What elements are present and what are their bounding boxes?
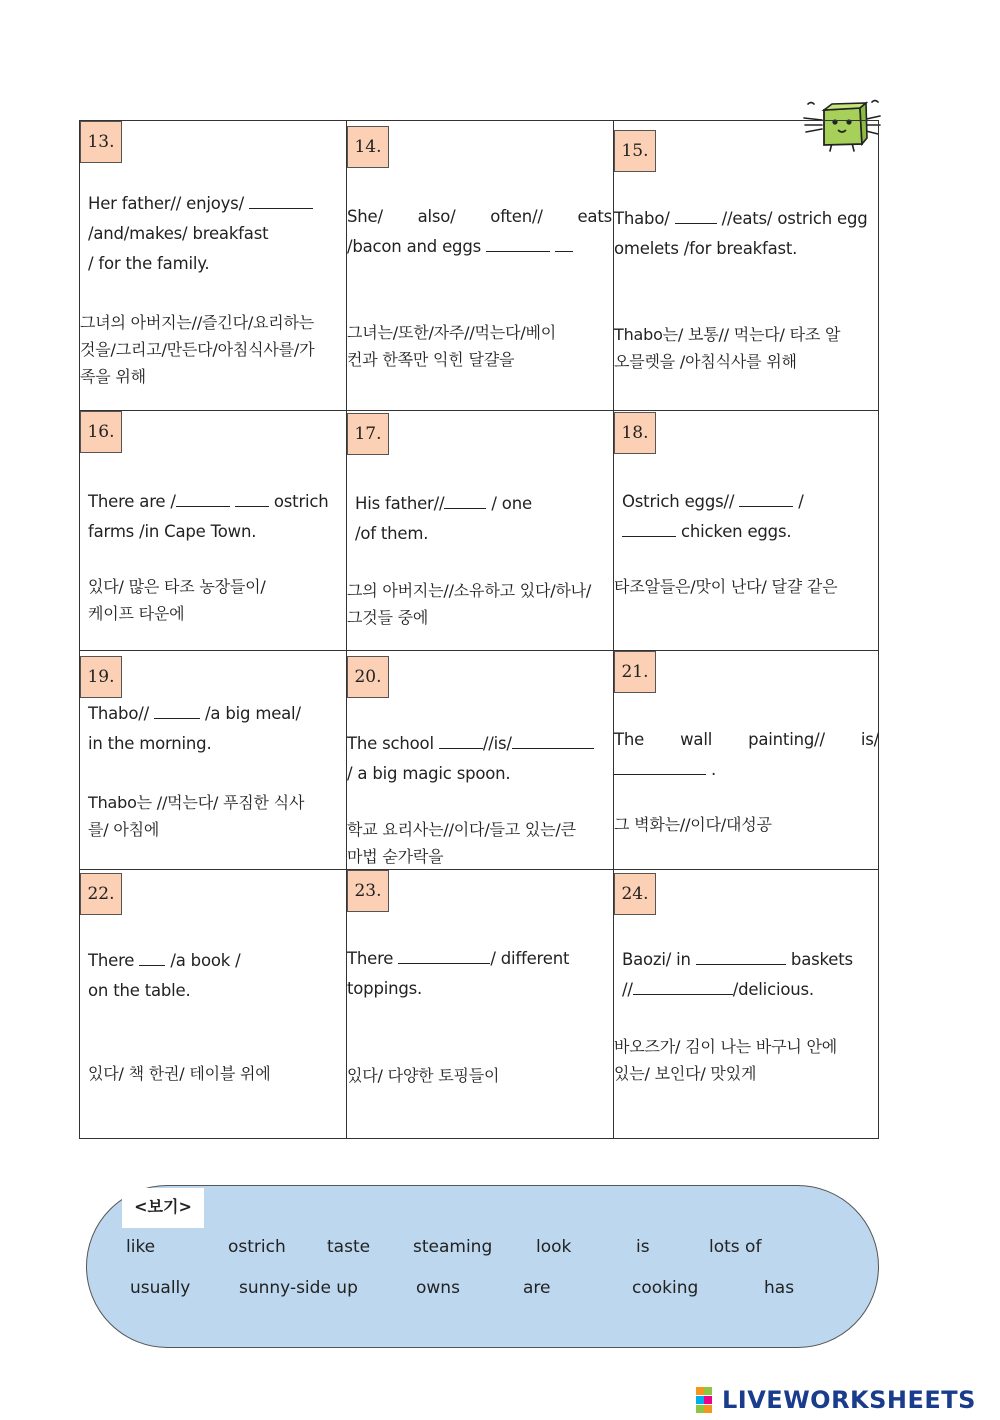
english-sentence: [347, 202, 612, 262]
question-number: 19.: [80, 656, 122, 698]
korean-translation: [347, 1062, 499, 1089]
english-sentence: [88, 189, 338, 279]
answer-blank[interactable]: [739, 492, 793, 507]
answer-blank[interactable]: [512, 734, 594, 749]
answer-blank[interactable]: [614, 760, 706, 775]
question-number: 13.: [80, 121, 122, 163]
exercise-cell: [80, 121, 346, 410]
english-sentence: [347, 729, 603, 789]
translation-line: 것을/그리고/만든다/아침식사를/가: [80, 340, 315, 359]
translation-line: 를/ 아침에: [88, 820, 160, 839]
word-option: are: [523, 1278, 551, 1298]
answer-blank[interactable]: [439, 734, 483, 749]
sentence-line: chicken eggs.: [622, 517, 832, 547]
sentence-line: on the table.: [88, 981, 191, 1000]
sentence-line: His father// / one: [355, 494, 532, 513]
english-sentence: [88, 946, 263, 1006]
word-option: has: [764, 1278, 795, 1298]
question-number: 24.: [614, 873, 656, 915]
translation-line: Thabo는/ 보통// 먹는다/ 타조 알: [614, 325, 841, 344]
translation-line: 오믈렛을 /아침식사를 위해: [614, 352, 797, 371]
sentence-line: Baozi/ in baskets: [622, 950, 853, 969]
live-logo-icon: [696, 1387, 720, 1413]
word-option: usually: [130, 1278, 191, 1298]
footer-brand-text: LIVEWORKSHEETS: [722, 1386, 976, 1414]
answer-blank[interactable]: [486, 237, 550, 252]
translation-line: 있는/ 보인다/ 맛있게: [614, 1064, 757, 1083]
sentence-line: / for the family.: [88, 254, 210, 273]
exercise-cell: [80, 651, 346, 869]
korean-translation: [614, 573, 837, 600]
translation-line: 그녀의 아버지는//즐긴다/요리하는: [80, 313, 315, 332]
sentence-line: // /delicious.: [622, 980, 814, 999]
word-option: is: [636, 1237, 650, 1257]
question-number: 20.: [347, 656, 389, 698]
sentence-line: Her father// enjoys/: [88, 189, 338, 219]
korean-translation: [614, 1033, 837, 1087]
sentence-line: She/ also/ often// eats: [347, 207, 612, 226]
korean-translation: [347, 319, 556, 373]
word-bank: [86, 1185, 879, 1348]
word-option: look: [536, 1237, 572, 1257]
answer-blank[interactable]: [139, 951, 165, 966]
sentence-line: / a big magic spoon.: [347, 764, 511, 783]
sentence-line: omelets /for breakfast.: [614, 239, 798, 258]
answer-blank[interactable]: [249, 194, 313, 209]
sentence-line: Thabo// /a big meal/: [88, 704, 301, 723]
exercise-cell: [614, 121, 879, 410]
translation-line: Thabo는 //먹는다/ 푸짐한 식사: [88, 793, 305, 812]
english-sentence: [88, 487, 346, 547]
word-option: steaming: [413, 1237, 493, 1257]
sentence-line: There are / ostrich: [88, 492, 329, 511]
sentence-line: Ostrich eggs// /: [622, 492, 804, 511]
korean-translation: [347, 577, 591, 631]
exercise-cell: [80, 870, 346, 1140]
sentence-line: Thabo/ //eats/ ostrich egg: [614, 209, 868, 228]
sentence-line: There /a book /: [88, 951, 241, 970]
translation-line: 바오즈가/ 김이 나는 바구니 안에: [614, 1037, 838, 1056]
english-sentence: [614, 725, 879, 785]
sentence-line: toppings.: [347, 979, 423, 998]
sentence-line: .: [614, 755, 879, 785]
question-number: 22.: [80, 873, 122, 915]
word-option: ostrich: [228, 1237, 286, 1257]
answer-blank[interactable]: [696, 950, 786, 965]
answer-blank[interactable]: [176, 492, 230, 507]
english-sentence: [622, 487, 832, 547]
question-number: 23.: [347, 870, 389, 912]
answer-blank[interactable]: [675, 209, 717, 224]
korean-translation: [88, 789, 304, 843]
exercise-cell: [347, 121, 613, 410]
word-option: owns: [416, 1278, 460, 1298]
answer-blank[interactable]: [154, 704, 200, 719]
korean-translation: [347, 816, 576, 869]
word-option: lots of: [709, 1237, 762, 1257]
translation-line: 그녀는/또한/자주//먹는다/베이: [347, 323, 557, 342]
question-number: 18.: [614, 412, 656, 454]
english-sentence: [622, 945, 879, 1005]
answer-blank[interactable]: [622, 522, 676, 537]
translation-line: 타조알들은/맛이 난다/ 달걀 같은: [614, 577, 838, 596]
korean-translation: [88, 1060, 271, 1087]
translation-line: 있다/ 다양한 토핑들이: [347, 1066, 500, 1085]
english-sentence: [88, 699, 338, 759]
sentence-line: The wall painting// is/: [614, 730, 879, 749]
answer-blank[interactable]: [633, 980, 733, 995]
exercise-cell: [347, 411, 613, 650]
translation-line: 마법 숟가락을: [347, 847, 444, 866]
answer-blank[interactable]: [555, 237, 573, 252]
exercise-cell: [614, 651, 879, 869]
translation-line: 그것들 중에: [347, 608, 429, 627]
sentence-line: in the morning.: [88, 734, 212, 753]
translation-line: 컨과 한쪽만 익힌 달걀을: [347, 350, 515, 369]
question-number: 21.: [614, 651, 656, 693]
korean-translation: [614, 811, 772, 838]
sentence-line: /bacon and eggs: [347, 232, 612, 262]
sentence-line: /of them.: [355, 524, 429, 543]
translation-line: 학교 요리사는//이다/들고 있는/큰: [347, 820, 576, 839]
korean-translation: [614, 321, 840, 375]
sentence-line: The school //is/: [347, 729, 603, 759]
word-option: cooking: [632, 1278, 699, 1298]
korean-translation: [88, 573, 266, 627]
exercise-cell: [80, 411, 346, 650]
question-number: 17.: [347, 413, 389, 455]
exercise-cell: [614, 870, 879, 1140]
exercise-grid: [79, 120, 879, 1139]
sentence-line: /and/makes/ breakfast: [88, 224, 269, 243]
answer-blank[interactable]: [235, 492, 269, 507]
word-option: sunny-side up: [239, 1278, 358, 1298]
korean-translation: [80, 309, 314, 390]
translation-line: 있다/ 많은 타조 농장들이/: [88, 577, 266, 596]
exercise-cell: [347, 870, 613, 1140]
question-number: 16.: [80, 411, 122, 453]
translation-line: 그의 아버지는//소유하고 있다/하나/: [347, 581, 592, 600]
english-sentence: [614, 204, 879, 264]
english-sentence: [347, 944, 612, 1004]
question-number: 14.: [347, 126, 389, 168]
translation-line: 있다/ 책 한권/ 테이블 위에: [88, 1064, 271, 1083]
english-sentence: [355, 489, 545, 549]
word-option: like: [126, 1237, 156, 1257]
exercise-cell: [347, 651, 613, 869]
word-bank-label: <보기>: [122, 1188, 204, 1228]
question-number: 15.: [614, 130, 656, 172]
word-option: taste: [327, 1237, 371, 1257]
exercise-cell: [614, 411, 879, 650]
answer-blank[interactable]: [398, 949, 490, 964]
translation-line: 케이프 타운에: [88, 604, 185, 623]
sentence-line: farms /in Cape Town.: [88, 522, 257, 541]
translation-line: 족을 위해: [80, 367, 146, 386]
translation-line: 그 벽화는//이다/대성공: [614, 815, 772, 834]
sentence-line: There / different: [347, 949, 570, 968]
answer-blank[interactable]: [444, 494, 486, 509]
